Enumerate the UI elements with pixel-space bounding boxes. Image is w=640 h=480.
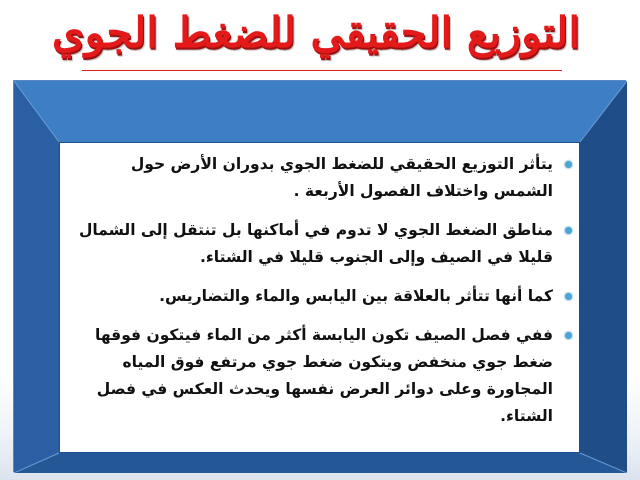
bullet-dot-icon (565, 293, 572, 300)
bullet-text: كما أنها تتأثر بالعلاقة بين اليابس والماء والتضاريس. (159, 287, 553, 305)
bullet-list (70, 151, 561, 430)
bullet-text: يتأثر التوزيع الحقيقي للضغط الجوي بدوران الأرض حول الشمس واختلاف الفصول الأربعة . (130, 155, 553, 200)
blue-bevel-frame (13, 80, 626, 472)
title-underline (82, 70, 562, 71)
bullet-item (70, 322, 561, 430)
bullet-item (70, 217, 561, 271)
bullet-dot-icon (565, 161, 572, 168)
bullet-dot-icon (565, 332, 572, 339)
content-panel (59, 142, 580, 453)
slide-title: التوزيع الحقيقي للضغط الجوي (51, 8, 580, 57)
bullet-dot-icon (565, 227, 572, 234)
bullet-item (70, 283, 561, 310)
bullet-item (70, 151, 561, 205)
bullet-text: ففي فصل الصيف تكون اليابسة أكثر من الماء فيتكون فوقها ضغط جوي منخفض ويتكون ضغط جوي مرتفع فوق المياه المجاورة وعلى دوائر العرض نفسها ويحدث العكس في فصل الشتاء. (95, 326, 553, 425)
bullet-text: مناطق الضغط الجوي لا تدوم في أماكنها بل تنتقل إلى الشمال قليلا في الصيف وإلى الجنوب قليلا في الشتاء. (78, 221, 553, 266)
